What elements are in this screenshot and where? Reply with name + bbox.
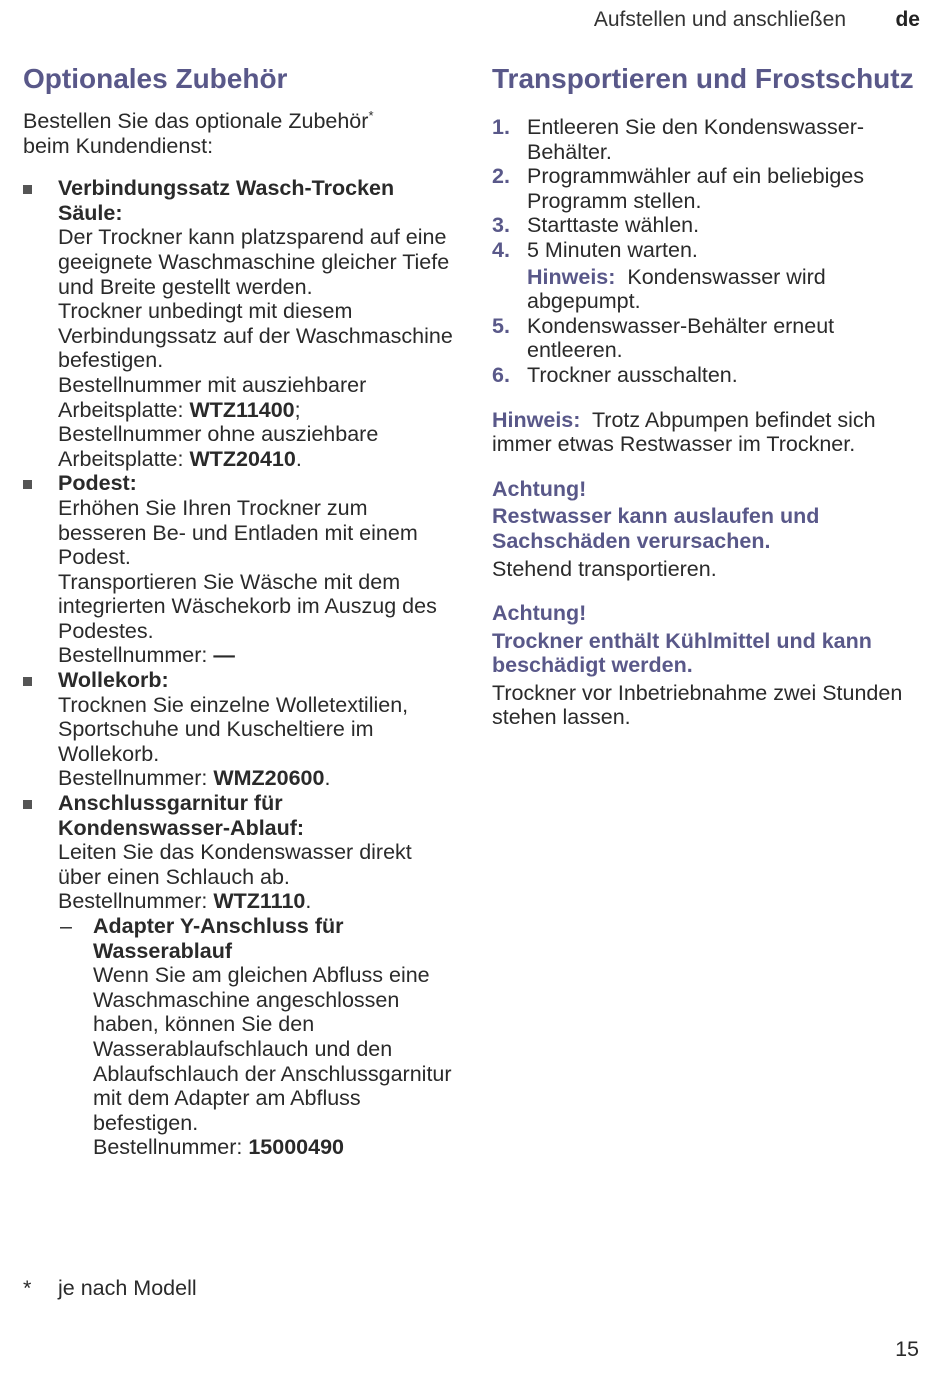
step-number: 2. [492,164,510,189]
accessory-description: Der Trockner kann platzsparend auf eine geeignete Waschmaschine gleicher Tiefe und Breite gestellt werden. [58,225,450,299]
step-text: 5 Minuten warten. [527,237,698,262]
step-text: Starttaste wählen. [527,213,700,238]
accessory-description: Trockner unbedingt mit diesem Verbindungssatz auf der Waschmaschine befestigen. [58,299,453,373]
step-item [492,314,922,363]
accessory-description: Leiten Sie das Kondenswasser direkt über einen Schlauch ab. [58,840,412,889]
accessory-title: Podest: [58,471,137,496]
step-number: 3. [492,213,510,238]
order-number-line: Bestellnummer: — [58,643,235,668]
step-number: 1. [492,115,510,139]
step-note [527,265,922,314]
section-title-accessories: Optionales Zubehör [23,63,288,94]
step-item [492,164,922,213]
square-bullet-icon [23,480,32,489]
accessory-title: Anschlussgarnitur für Kondenswasser-Ablauf: [58,791,305,840]
order-number-line: Bestellnummer: WMZ20600. [58,766,331,791]
sub-item-title: Adapter Y-Anschluss für Wasserablauf [93,914,344,963]
accessory-list [23,176,455,1160]
page-number: 15 [895,1337,919,1361]
accessory-description: Trocknen Sie einzelne Wolletextilien, Sportschuhe und Kuscheltiere im Wollekorb. [58,692,409,766]
accessory-title: Verbindungssatz Wasch-Trocken Säule: [58,176,395,225]
note-label: Hinweis: [527,264,616,289]
footnote-mark: * [368,107,374,123]
order-number-line: Bestellnummer: 15000490 [93,1135,345,1160]
hint-label: Hinweis: [492,407,581,432]
order-number: WTZ11400 [189,397,295,422]
footnote-text: je nach Modell [58,1276,197,1300]
warning-heading: Restwasser kann auslaufen und Sachschäden verursachen. [492,504,820,553]
step-item [492,238,922,314]
order-number: WTZ1110 [213,889,306,914]
accessory-description: Erhöhen Sie Ihren Trockner zum besseren Be- und Entladen mit einem Podest. [58,495,418,570]
warning-title: Achtung! [492,476,587,501]
step-text: Programmwähler auf ein beliebiges Programm stellen. [527,164,865,213]
warning-text: Trockner vor Inbetriebnahme zwei Stunden stehen lassen. [492,680,903,730]
order-number-line: Bestellnummer mit ausziehbarer Arbeitsplatte: WTZ11400; [58,372,367,422]
sub-item-description: Wenn Sie am gleichen Abfluss eine Waschmaschine angeschlossen haben, können Sie den Wasserablaufschlauch und den Ablaufschlauch der Anschlussgarnitur mit dem Adapter am Abfluss befestigen. [93,963,452,1135]
step-text: Trockner ausschalten. [527,362,738,387]
accessory-item-drain-kit [23,791,455,1160]
running-header-language: de [895,8,920,31]
order-number: WMZ20600 [213,766,325,791]
order-number: 15000490 [248,1135,345,1160]
step-item [492,213,922,238]
square-bullet-icon [23,185,32,194]
order-number: — [213,643,235,668]
step-text: Kondenswasser-Behälter erneut entleeren. [527,313,835,363]
accessory-description: Transportieren Sie Wäsche mit dem integrierten Wäschekorb im Auszug des Podestes. [58,569,437,643]
accessory-item-connection-kit [23,176,455,471]
step-item [492,363,922,388]
sub-item-y-adapter [58,914,455,1160]
step-text: Entleeren Sie den Kondenswasser-Behälter. [527,115,865,164]
warning-text: Stehend transportieren. [492,556,717,581]
accessory-item-wool-basket [23,668,455,791]
section-title-transport: Transportieren und Frostschutz [492,63,914,94]
square-bullet-icon [23,800,32,809]
accessories-intro: Bestellen Sie das optionale Zubehör* beim Kundendienst: [23,107,374,158]
order-number-line: Bestellnummer ohne ausziehbare Arbeitsplatte: WTZ20410. [58,422,379,471]
step-item [492,115,922,164]
order-number: WTZ20410 [189,446,296,471]
warning-heading: Trockner enthält Kühlmittel und kann beschädigt werden. [492,628,872,678]
warning-block [492,601,922,730]
running-header-section: Aufstellen und anschließen [593,8,846,31]
warning-block [492,477,922,581]
right-column [492,60,922,730]
step-number: 5. [492,313,510,338]
warning-title: Achtung! [492,601,587,626]
note-text: Kondenswasser wird abgepumpt. [527,264,826,314]
step-number: 6. [492,362,510,387]
square-bullet-icon [23,677,32,686]
hint-paragraph [492,408,922,457]
hint-text: Trotz Abpumpen befindet sich immer etwas Restwasser im Trockner. [492,407,876,457]
step-number: 4. [492,237,510,262]
transport-steps [492,115,922,388]
order-number-line: Bestellnummer: WTZ1110. [58,889,312,914]
accessory-title: Wollekorb: [58,668,169,693]
left-column [23,60,455,1160]
accessory-item-pedestal [23,471,455,668]
footnote-mark: * [23,1276,32,1300]
dash-bullet: – [60,914,72,938]
